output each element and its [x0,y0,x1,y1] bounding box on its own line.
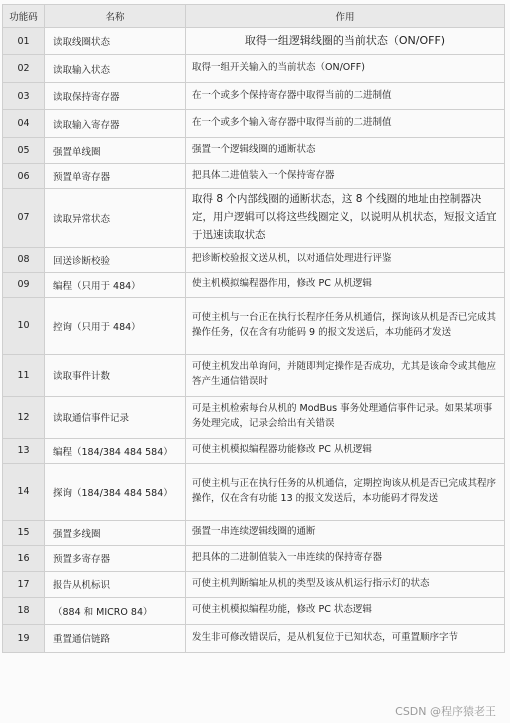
row-name: 读取线圈状态 [45,28,186,55]
table-row [3,83,505,110]
row-desc: 强置一串连续逻辑线圈的通断 [186,520,505,545]
row-name: 预置多寄存器 [45,545,186,571]
row-name: （884 和 MICRO 84） [45,597,186,624]
row-desc: 发生非可修改错误后，是从机复位于已知状态，可重置顺序字节 [186,624,505,652]
row-code: 12 [3,396,45,438]
table-row [3,55,505,83]
table-row [3,354,505,396]
row-name: 强置单线圈 [45,138,186,164]
row-desc: 可使主机模拟编程功能，修改 PC 状态逻辑 [186,597,505,624]
header-desc: 作用 [186,5,505,28]
watermark: CSDN @程序猿老王 [395,705,496,718]
row-code: 13 [3,438,45,463]
table-row [3,624,505,652]
row-code: 16 [3,545,45,571]
table-row [3,571,505,597]
row-desc: 可是主机检索每台从机的 ModBus 事务处理通信事件记录。如果某项事务处理完成，记录会给出有关错误 [186,396,505,438]
row-name: 预置单寄存器 [45,164,186,189]
row-desc: 取得一组开关输入的当前状态（ON/OFF) [186,55,505,83]
row-desc: 使主机模拟编程器作用，修改 PC 从机逻辑 [186,272,505,297]
row-code: 09 [3,272,45,297]
row-name: 重置通信链路 [45,624,186,652]
row-name: 控询（只用于 484） [45,297,186,354]
row-code: 08 [3,247,45,272]
row-name: 编程（只用于 484） [45,272,186,297]
row-desc: 把具体二进值装入一个保持寄存器 [186,164,505,189]
row-code: 14 [3,463,45,520]
row-code: 07 [3,189,45,248]
header-code: 功能码 [3,5,45,28]
row-name: 探询（184/384 484 584） [45,463,186,520]
table-row [3,396,505,438]
row-code: 05 [3,138,45,164]
table-row [3,520,505,545]
function-code-table [2,4,505,653]
row-desc: 取得一组逻辑线圈的当前状态（ON/OFF) [186,28,505,55]
row-name: 读取事件计数 [45,354,186,396]
row-name: 读取异常状态 [45,189,186,248]
row-code: 02 [3,55,45,83]
table-row [3,438,505,463]
row-code: 01 [3,28,45,55]
row-desc: 取得 8 个内部线圈的通断状态，这 8 个线圈的地址由控制器决定，用户逻辑可以将这些线圈定义，以说明从机状态，短报文适宜于迅速读取状态 [186,189,505,248]
row-code: 10 [3,297,45,354]
row-code: 15 [3,520,45,545]
row-name: 读取输入状态 [45,55,186,83]
row-desc: 可使主机模拟编程器功能修改 PC 从机逻辑 [186,438,505,463]
row-name: 报告从机标识 [45,571,186,597]
table-row [3,272,505,297]
row-desc: 可使主机发出单询问，并随即判定操作是否成功，尤其是该命令或其他应答产生通信错误时 [186,354,505,396]
table-row [3,247,505,272]
row-desc: 可使主机与正在执行任务的从机通信，定期控询该从机是否已完成其程序操作，仅在含有功能 13 的报文发送后，本功能码才得发送 [186,463,505,520]
table-row [3,597,505,624]
table-row [3,164,505,189]
row-desc: 可使主机判断编址从机的类型及该从机运行指示灯的状态 [186,571,505,597]
row-name: 强置多线圈 [45,520,186,545]
row-code: 18 [3,597,45,624]
row-name: 回送诊断校验 [45,247,186,272]
row-code: 03 [3,83,45,110]
table-row [3,110,505,138]
row-code: 17 [3,571,45,597]
row-desc: 在一个或多个输入寄存器中取得当前的二进制值 [186,110,505,138]
row-name: 读取保持寄存器 [45,83,186,110]
row-name: 编程（184/384 484 584） [45,438,186,463]
row-name: 读取通信事件记录 [45,396,186,438]
table-row [3,138,505,164]
table-row [3,463,505,520]
table-header-row [3,5,505,28]
table-row [3,297,505,354]
row-desc: 可使主机与一台正在执行长程序任务从机通信，探询该从机是否已完成其操作任务，仅在含有功能码 9 的报文发送后，本功能码才发送 [186,297,505,354]
row-desc: 强置一个逻辑线圈的通断状态 [186,138,505,164]
row-desc: 把诊断校验报文送从机，以对通信处理进行评鉴 [186,247,505,272]
table-row [3,545,505,571]
table-row [3,28,505,55]
row-desc: 在一个或多个保持寄存器中取得当前的二进制值 [186,83,505,110]
row-code: 11 [3,354,45,396]
table-row [3,189,505,248]
header-name: 名称 [45,5,186,28]
row-desc: 把具体的二进制值装入一串连续的保持寄存器 [186,545,505,571]
row-code: 19 [3,624,45,652]
row-name: 读取输入寄存器 [45,110,186,138]
row-code: 06 [3,164,45,189]
row-code: 04 [3,110,45,138]
